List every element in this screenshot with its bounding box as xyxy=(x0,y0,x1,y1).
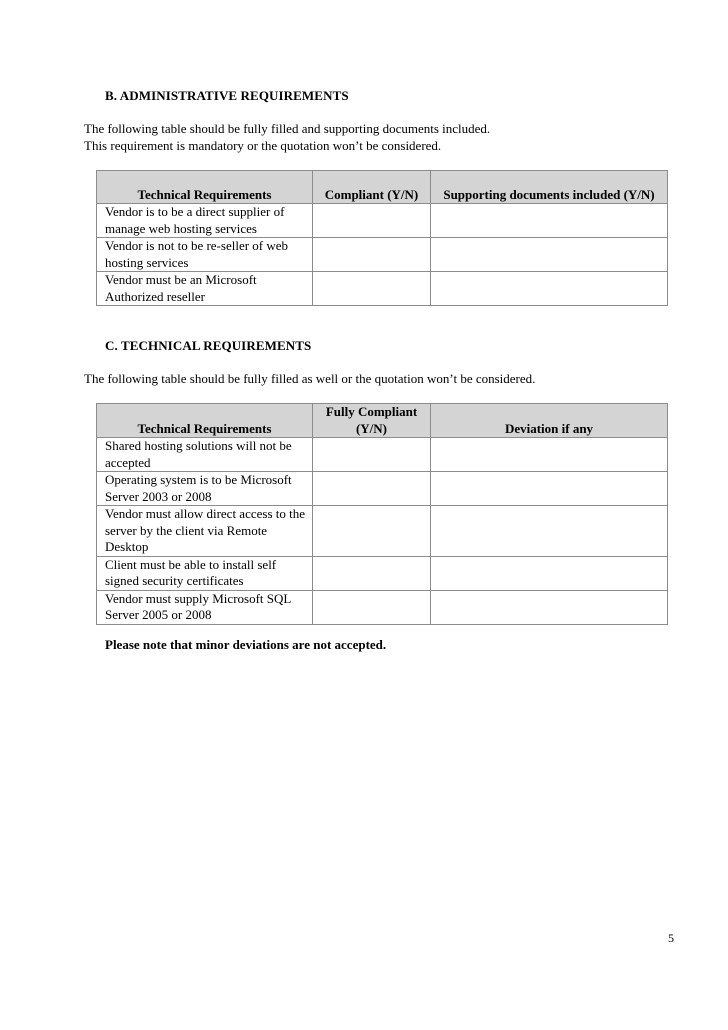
compliant-cell xyxy=(313,272,431,306)
column-header: Fully Compliant (Y/N) xyxy=(313,404,431,438)
table-row xyxy=(97,556,668,590)
column-header: Compliant (Y/N) xyxy=(313,171,431,204)
compliant-cell xyxy=(313,238,431,272)
table-row xyxy=(97,472,668,506)
table-header-row xyxy=(97,171,668,204)
requirement-cell: Vendor must supply Microsoft SQL Server 2005 or 2008 xyxy=(97,590,313,624)
table-row xyxy=(97,506,668,557)
column-header: Supporting documents included (Y/N) xyxy=(431,171,668,204)
section-c-paragraph-line: The following table should be fully filled as well or the quotation won’t be considered. xyxy=(84,371,536,386)
table-row xyxy=(97,438,668,472)
compliant-cell xyxy=(313,204,431,238)
section-b-paragraph-line: The following table should be fully filled and supporting documents included. xyxy=(84,121,491,136)
requirement-cell: Vendor is to be a direct supplier of manage web hosting services xyxy=(97,204,313,238)
column-header: Technical Requirements xyxy=(97,404,313,438)
deviation-note: Please note that minor deviations are not accepted. xyxy=(105,637,387,652)
table-row xyxy=(97,204,668,238)
supporting-docs-cell xyxy=(431,272,668,306)
requirement-cell: Vendor must allow direct access to the server by the client via Remote Desktop xyxy=(97,506,313,557)
table-row xyxy=(97,238,668,272)
administrative-requirements-table xyxy=(96,170,668,306)
column-header: Technical Requirements xyxy=(97,171,313,204)
section-b-heading: B. ADMINISTRATIVE REQUIREMENTS xyxy=(105,88,349,103)
deviation-cell xyxy=(431,506,668,557)
section-c-heading: C. TECHNICAL REQUIREMENTS xyxy=(105,338,312,353)
section-b-paragraph xyxy=(84,120,490,154)
requirement-cell: Client must be able to install self signed security certificates xyxy=(97,556,313,590)
requirement-cell: Vendor is not to be re-seller of web hosting services xyxy=(97,238,313,272)
table-row xyxy=(97,590,668,624)
compliant-cell xyxy=(313,556,431,590)
requirement-cell: Operating system is to be Microsoft Server 2003 or 2008 xyxy=(97,472,313,506)
column-header: Deviation if any xyxy=(431,404,668,438)
supporting-docs-cell xyxy=(431,204,668,238)
section-c-paragraph xyxy=(84,370,535,387)
table-header-row xyxy=(97,404,668,438)
deviation-cell xyxy=(431,556,668,590)
section-b-paragraph-line: This requirement is mandatory or the quotation won’t be considered. xyxy=(84,138,442,153)
requirement-cell: Vendor must be an Microsoft Authorized reseller xyxy=(97,272,313,306)
compliant-cell xyxy=(313,506,431,557)
requirement-cell: Shared hosting solutions will not be accepted xyxy=(97,438,313,472)
deviation-cell xyxy=(431,438,668,472)
technical-requirements-table xyxy=(96,403,668,625)
deviation-cell xyxy=(431,472,668,506)
table-row xyxy=(97,272,668,306)
compliant-cell xyxy=(313,590,431,624)
supporting-docs-cell xyxy=(431,238,668,272)
compliant-cell xyxy=(313,438,431,472)
deviation-cell xyxy=(431,590,668,624)
page-number: 5 xyxy=(668,931,674,945)
compliant-cell xyxy=(313,472,431,506)
